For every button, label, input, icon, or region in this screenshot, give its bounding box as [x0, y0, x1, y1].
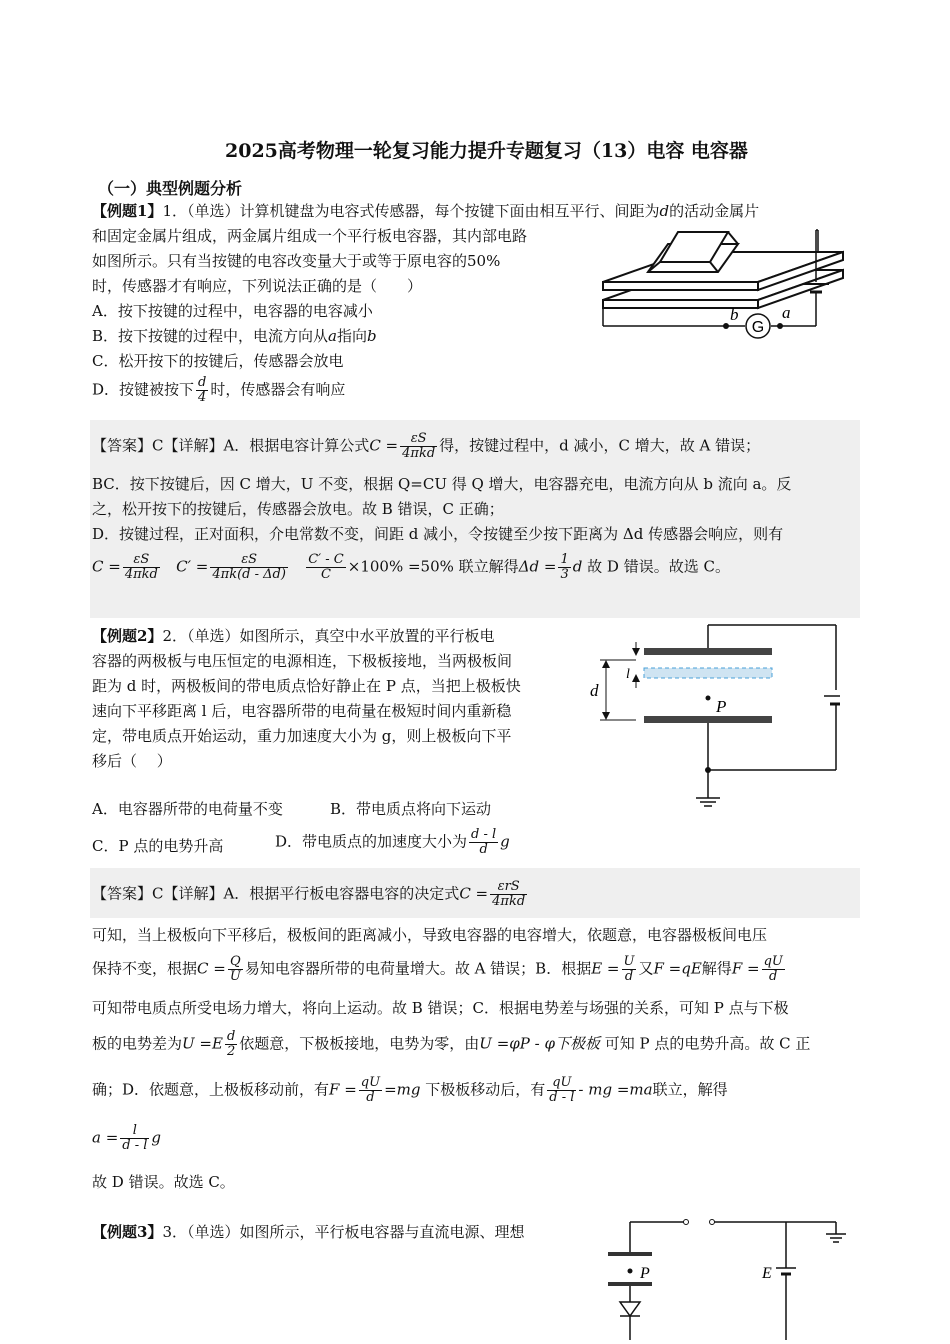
ex1-tag: 【例题1】 [92, 202, 163, 220]
ex2-option-b: B．带电质点将向下运动 [330, 800, 492, 818]
ex2-line-4: 速向下平移距离 l 后，电容器所带的电荷量在极短时间内重新稳 [92, 702, 512, 720]
ex2-line-3: 距为 d 时，两极板间的带电质点恰好静止在 P 点，当把上极板快 [92, 677, 521, 695]
ex3-line-1: 【例题3】3．（单选）如图所示，平行板电容器与直流电源、理想 [92, 1223, 525, 1241]
ex2-answer-line-6: 确；D．依题意，上极板移动前，有F = $\frac{qU}{d}$ =mg 下极板移动后，有 $\frac{qU}{d - l}$ - mg =ma联立，解得 [92, 1075, 728, 1105]
ex1-option-b: B．按下按键的过程中，电流方向从a指向b [92, 327, 377, 345]
emf-e-label: E [762, 1265, 772, 1282]
ex2-answer-line-7: a = $\frac{l}{d - l}$ g [92, 1123, 162, 1153]
ex1-answer-line-2: BC．按下按键后，因 C 增大，U 不变，根据 Q=CU 得 Q 增大，电容器充电，电流方向从 b 流向 a。反 [92, 475, 792, 493]
ex1-option-d: D．按键被按下 $\frac{d}{4}$ 时，传感器会有响应 [92, 375, 346, 405]
ex1-line-2: 和固定金属片组成，两金属片组成一个平行板电容器，其内部电路 [92, 227, 528, 245]
galvanometer-label: G [751, 319, 765, 336]
ex2-option-a: A．电容器所带的电荷量不变 [92, 800, 283, 818]
ex1-line-1: 【例题1】1．（单选）计算机键盘为电容式传感器，每个按键下面由相互平行、间距为d的活动金属片 [92, 202, 760, 220]
ex2-answer-line-5: 板的电势差为U =E $\frac{d}{2}$ 依题意，下极板接地，电势为零，由U =φP - φ下极板 可知 P 点的电势升高。故 C 正 [92, 1029, 811, 1059]
ex1-answer-line-4: D．按键过程，正对面积，介电常数不变，间距 d 减小，令按键至少按下距离为 Δd 传感器会响应，则有 [92, 525, 784, 543]
ex2-line-1: 【例题2】2．（单选）如图所示，真空中水平放置的平行板电 [92, 627, 495, 645]
ex1-answer-line-1: 【答案】C【详解】A．根据电容计算公式C = $\frac{\varepsilon S}{\text{4πkd}}$ 得，按键过程中，d 减小，C 增大，故 A 错误； [92, 431, 761, 461]
ex2-answer-line-1: 【答案】C【详解】A．根据平行板电容器电容的决定式C = $\frac{\text{εrS}}{\text{4πkd}}$ [92, 879, 526, 909]
ex2-line-2: 容器的两极板与电压恒定的电源相连，下极板接地，当两极板间 [92, 652, 513, 670]
ex3-tag: 【例题3】 [92, 1223, 163, 1241]
section-heading: （一）典型例题分析 [98, 179, 243, 198]
ex2-option-d: D．带电质点的加速度大小为 $\frac{d - l}{d}$ g [275, 827, 510, 857]
ex2-tag: 【例题2】 [92, 627, 163, 645]
point-b-label: b [730, 305, 739, 324]
ex1-answer-line-3: 之，松开按下的按键后，传感器会放电。故 B 错误，C 正确； [92, 500, 504, 518]
keyboard-capacitor-figure [598, 222, 848, 342]
ex1-line-3: 如图所示。只有当按键的电容改变量大于或等于原电容的50% [92, 252, 501, 270]
distance-l-label: l [626, 667, 630, 682]
ex1-line-4: 时，传感器才有响应，下列说法正确的是（ ） [92, 277, 423, 295]
ex1-option-c: C．松开按下的按键后，传感器会放电 [92, 352, 344, 370]
page-title: 2025高考物理一轮复习能力提升专题复习（13）电容 电容器 [225, 140, 748, 162]
ex1-option-a: A．按下按键的过程中，电容器的电容减小 [92, 302, 373, 320]
ex2-line-5: 定，带电质点开始运动，重力加速度大小为 g，则上极板向下平 [92, 727, 512, 745]
ex2-answer-line-4: 可知带电质点所受电场力增大，将向上运动。故 B 错误；C．根据电势差与场强的关系，可知 P 点与下极 [92, 999, 789, 1017]
ex1-answer-formula-line: C = $\frac{\varepsilon S}{\text{4πkd}}$ C′ = $\frac{\varepsilon S}{4\pi k(d - \Delta d)}$ $\frac{C' - C}{C}$ ×100% =50% 联立解得Δd = $\frac{1}{3}$ d 故 D 错误。故选 C。 [92, 552, 730, 582]
parallel-plate-figure [590, 620, 840, 810]
ex2-answer-line-8: 故 D 错误。故选 C。 [92, 1173, 235, 1191]
distance-d-label: d [590, 681, 599, 700]
ex2-option-c: C．P 点的电势升高 [92, 837, 224, 855]
circuit-figure-ex3 [600, 1216, 850, 1342]
ex2-answer-line-3: 保持不变，根据C = $\frac{Q}{U}$ 易知电容器所带的电荷量增大。故 A 错误；B．根据E = $\frac{U}{d}$ 又F =qE解得F = $\frac{qU}{d}$ [92, 954, 783, 984]
ex2-answer-line-2: 可知，当上极板向下平移后，极板间的距离减小，导致电容器的电容增大，依题意，电容器极板间电压 [92, 926, 768, 944]
ex2-line-6: 移后（ ） [92, 752, 172, 770]
point-p-label-ex3: P [640, 1265, 650, 1282]
point-p-label: P [716, 697, 727, 716]
point-a-label: a [782, 303, 791, 322]
